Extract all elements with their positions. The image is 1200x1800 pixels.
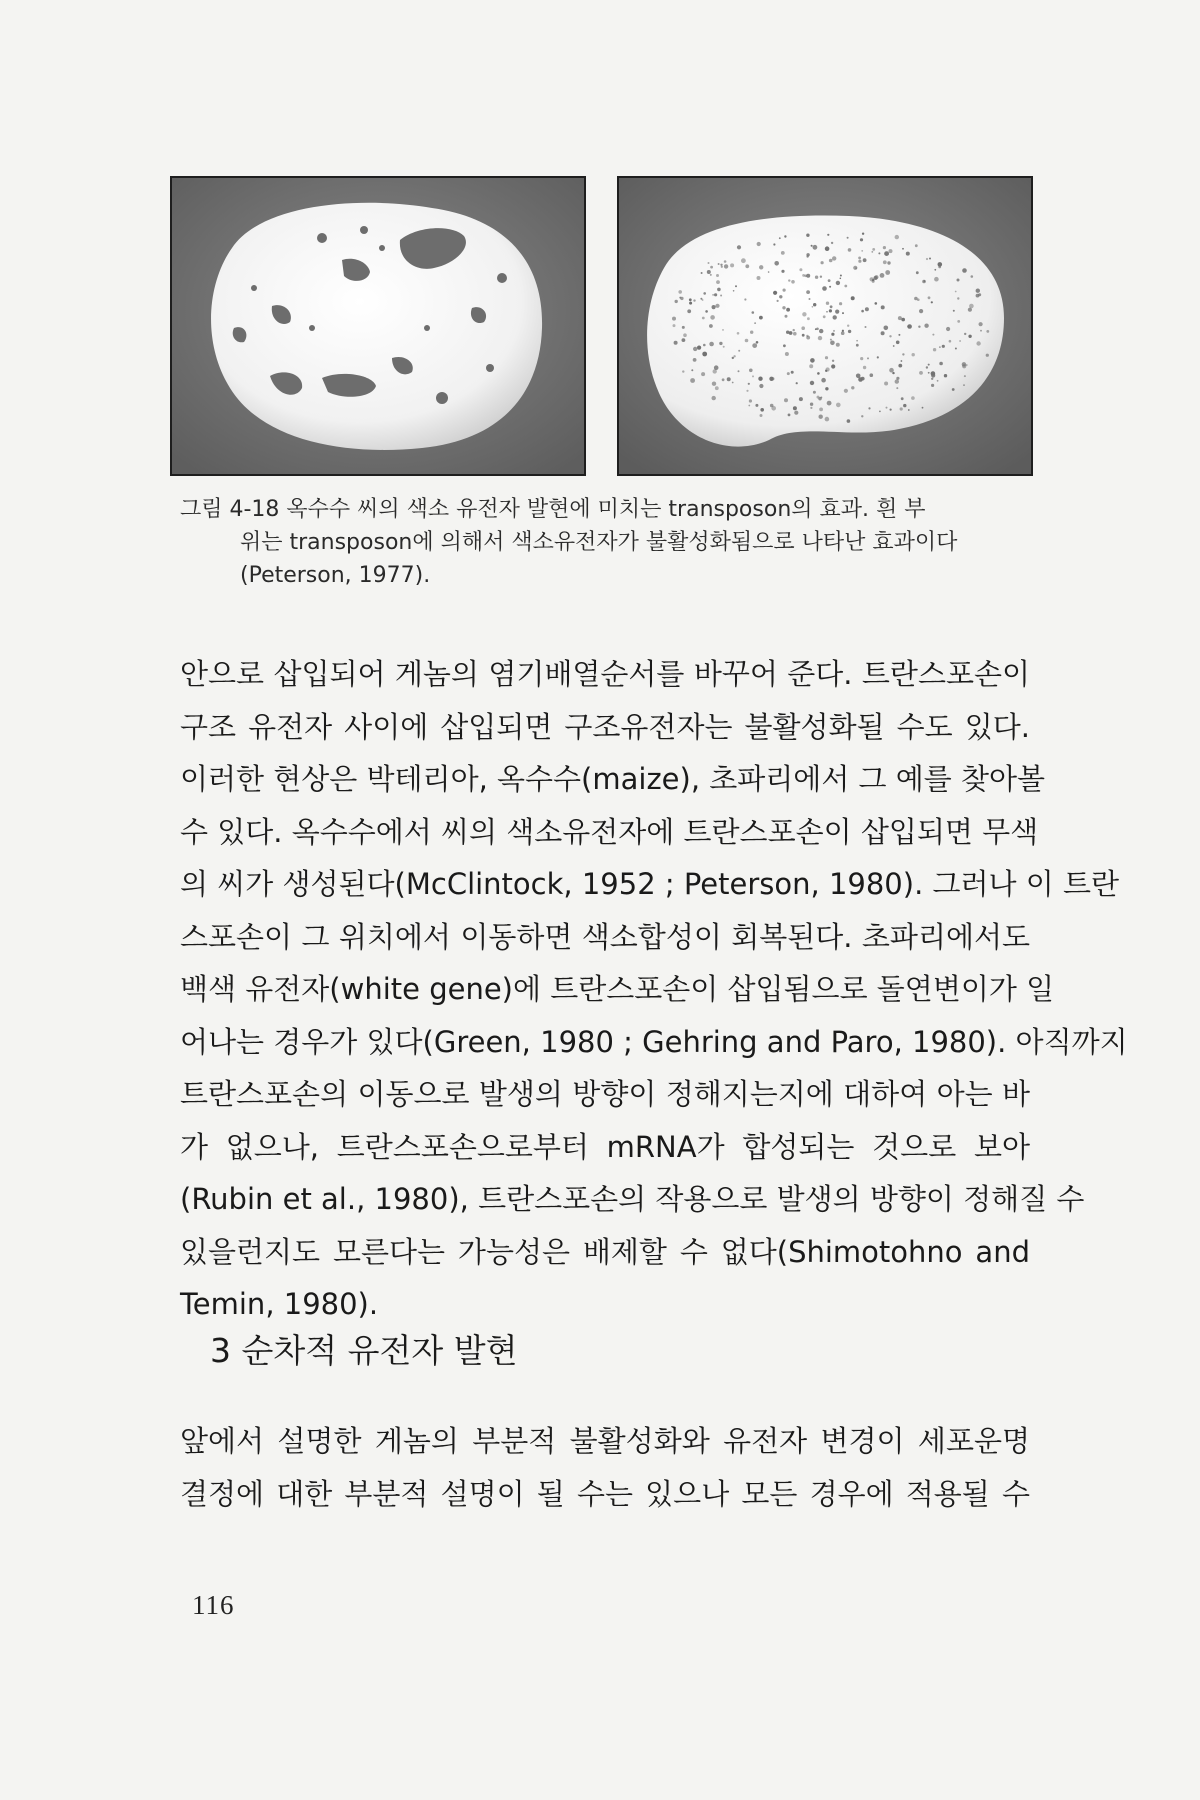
text-line: 의 씨가 생성된다(McClintock, 1952 ; Peterson, 1980). 그러나 이 트란 bbox=[180, 867, 1120, 901]
text-line: Temin, 1980). bbox=[180, 1287, 379, 1321]
text-line: 안으로 삽입되어 게놈의 염기배열순서를 바꾸어 준다. 트란스포손이 bbox=[180, 657, 1030, 691]
caption-line: (Peterson, 1977). bbox=[240, 563, 431, 588]
text-line: 백색 유전자(white gene)에 트란스포손이 삽입됨으로 돌연변이가 일 bbox=[180, 972, 1055, 1006]
text-line: 구조 유전자 사이에 삽입되면 구조유전자는 불활성화될 수도 있다. bbox=[180, 709, 1030, 744]
text-line: 수 있다. 옥수수에서 씨의 색소유전자에 트란스포손이 삽입되면 무색 bbox=[180, 814, 1039, 849]
section-heading: 3 순차적 유전자 발현 bbox=[210, 1331, 518, 1370]
caption-line: 위는 transposon에 의해서 색소유전자가 불활성화됨으로 나타난 효과이다 bbox=[240, 530, 958, 555]
text-line: 이러한 현상은 박테리아, 옥수수(maize), 초파리에서 그 예를 찾아볼 bbox=[180, 762, 1046, 796]
text-line: 있을런지도 모른다는 가능성은 배제할 수 없다(Shimotohno and bbox=[180, 1234, 1030, 1269]
body-paragraph bbox=[180, 1415, 1030, 1520]
body-paragraph bbox=[180, 648, 1128, 1331]
corn-kernel-spotted-photo bbox=[170, 176, 586, 476]
figure-caption bbox=[180, 493, 1036, 592]
corn-kernel-speckled-photo bbox=[617, 176, 1033, 476]
text-line: 어나는 경우가 있다(Green, 1980 ; Gehring and Paro, 1980). 아직까지 bbox=[180, 1024, 1128, 1059]
text-line: 스포손이 그 위치에서 이동하면 색소합성이 회복된다. 초파리에서도 bbox=[180, 919, 1030, 954]
text-line: 트란스포손의 이동으로 발생의 방향이 정해지는지에 대하여 아는 바 bbox=[180, 1077, 1030, 1111]
caption-line: 그림 4-18 옥수수 씨의 색소 유전자 발현에 미치는 transposon의 효과. 흰 부 bbox=[180, 497, 926, 522]
text-line: 결정에 대한 부분적 설명이 될 수는 있으나 모든 경우에 적용될 수 bbox=[180, 1476, 1030, 1511]
page-number: 116 bbox=[192, 1590, 235, 1620]
text-line: 가 없으나, 트란스포손으로부터 mRNA가 합성되는 것으로 보아 bbox=[180, 1129, 1030, 1164]
text-line: (Rubin et al., 1980), 트란스포손의 작용으로 발생의 방향이 정해질 수 bbox=[180, 1182, 1085, 1216]
text-line: 앞에서 설명한 게놈의 부분적 불활성화와 유전자 변경이 세포운명 bbox=[180, 1424, 1030, 1458]
